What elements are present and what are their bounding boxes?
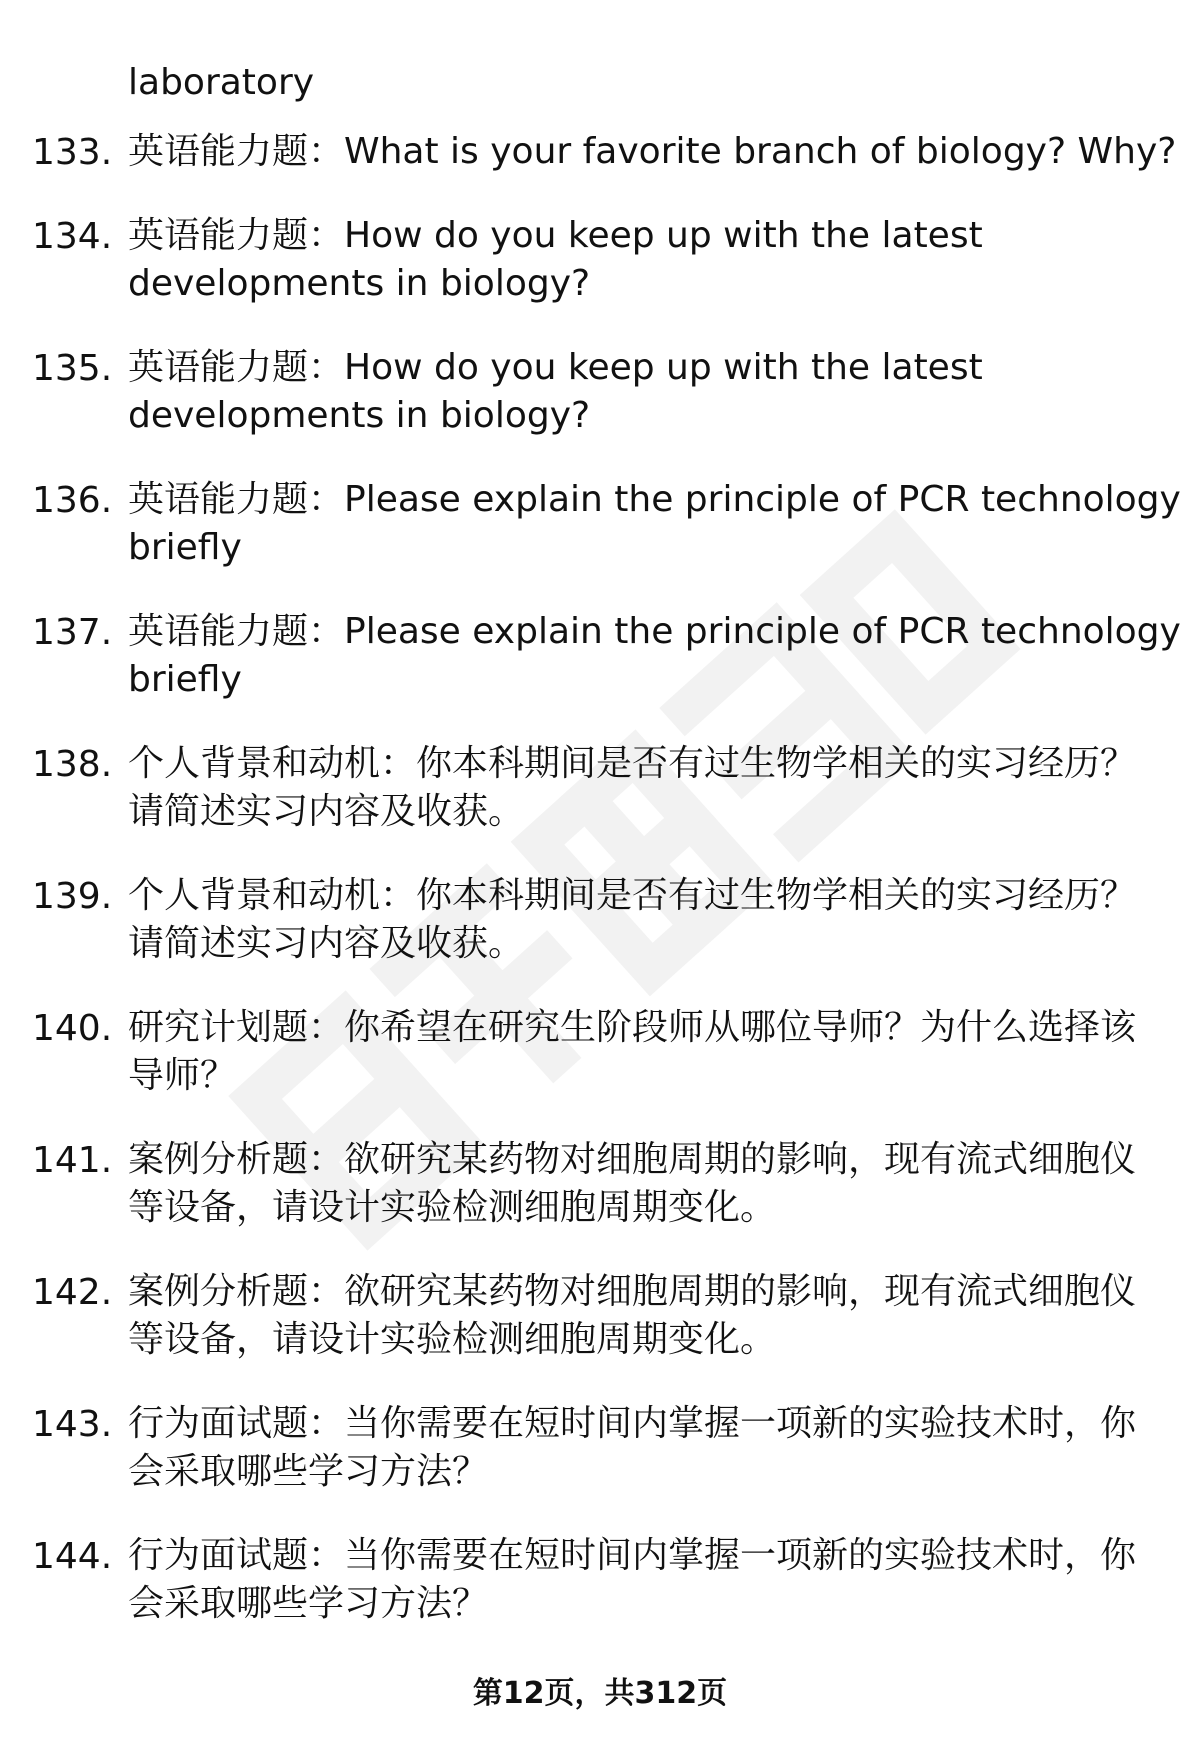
question-line: 英语能力题：How do you keep up with the latest — [128, 215, 983, 256]
question-text — [128, 1004, 1148, 1100]
question-text — [128, 1532, 1148, 1628]
question-line: 英语能力题：Please explain the principle of PCR technology — [128, 479, 1181, 520]
question-line: 行为面试题：当你需要在短时间内掌握一项新的实验技术时，你 — [128, 1535, 1137, 1576]
question-text — [128, 872, 1148, 968]
question-number: 140. — [32, 1008, 113, 1049]
continuation-text: laboratory — [128, 62, 315, 103]
question-number: 139. — [32, 876, 113, 917]
question-line: 英语能力题：What is your favorite branch of biology? Why? — [128, 131, 1177, 172]
page-footer: 第12页，共312页 — [472, 1676, 728, 1711]
question-number: 141. — [32, 1140, 113, 1181]
question-line: 案例分析题：欲研究某药物对细胞周期的影响，现有流式细胞仪 — [128, 1139, 1137, 1180]
question-line: 等设备，请设计实验检测细胞周期变化。 — [128, 1319, 777, 1360]
question-line: 英语能力题：Please explain the principle of PCR technology — [128, 611, 1181, 652]
question-line: 案例分析题：欲研究某药物对细胞周期的影响，现有流式细胞仪 — [128, 1271, 1137, 1312]
question-line: 会采取哪些学习方法？ — [128, 1451, 489, 1492]
question-number: 137. — [32, 612, 113, 653]
question-line: 研究计划题：你希望在研究生阶段师从哪位导师？为什么选择该 — [128, 1007, 1137, 1048]
question-number: 144. — [32, 1536, 113, 1577]
question-text — [128, 128, 1177, 176]
question-line: briefly — [128, 527, 242, 568]
question-line: developments in biology? — [128, 263, 591, 304]
question-line: 会采取哪些学习方法？ — [128, 1583, 489, 1624]
question-number: 142. — [32, 1272, 113, 1313]
question-text — [128, 212, 1148, 308]
question-number: 143. — [32, 1404, 113, 1445]
question-line: 行为面试题：当你需要在短时间内掌握一项新的实验技术时，你 — [128, 1403, 1137, 1444]
question-text — [128, 344, 1148, 440]
question-number: 136. — [32, 480, 113, 521]
question-line: 请简述实习内容及收获。 — [128, 791, 525, 832]
question-number: 133. — [32, 132, 113, 173]
question-number: 138. — [32, 744, 113, 785]
question-text — [128, 476, 1181, 572]
question-number: 134. — [32, 216, 113, 257]
question-text — [128, 740, 1148, 836]
question-line: developments in biology? — [128, 395, 591, 436]
question-text — [128, 608, 1181, 704]
question-line: 等设备，请设计实验检测细胞周期变化。 — [128, 1187, 777, 1228]
question-line: 导师？ — [128, 1055, 237, 1096]
question-text — [128, 1136, 1148, 1232]
question-line: 个人背景和动机：你本科期间是否有过生物学相关的实习经历？ — [128, 875, 1137, 916]
question-text — [128, 1400, 1148, 1496]
question-text — [128, 1268, 1148, 1364]
question-line: 请简述实习内容及收获。 — [128, 923, 525, 964]
question-line: 英语能力题：How do you keep up with the latest — [128, 347, 983, 388]
question-line: 个人背景和动机：你本科期间是否有过生物学相关的实习经历？ — [128, 743, 1137, 784]
question-number: 135. — [32, 348, 113, 389]
question-line: briefly — [128, 659, 242, 700]
